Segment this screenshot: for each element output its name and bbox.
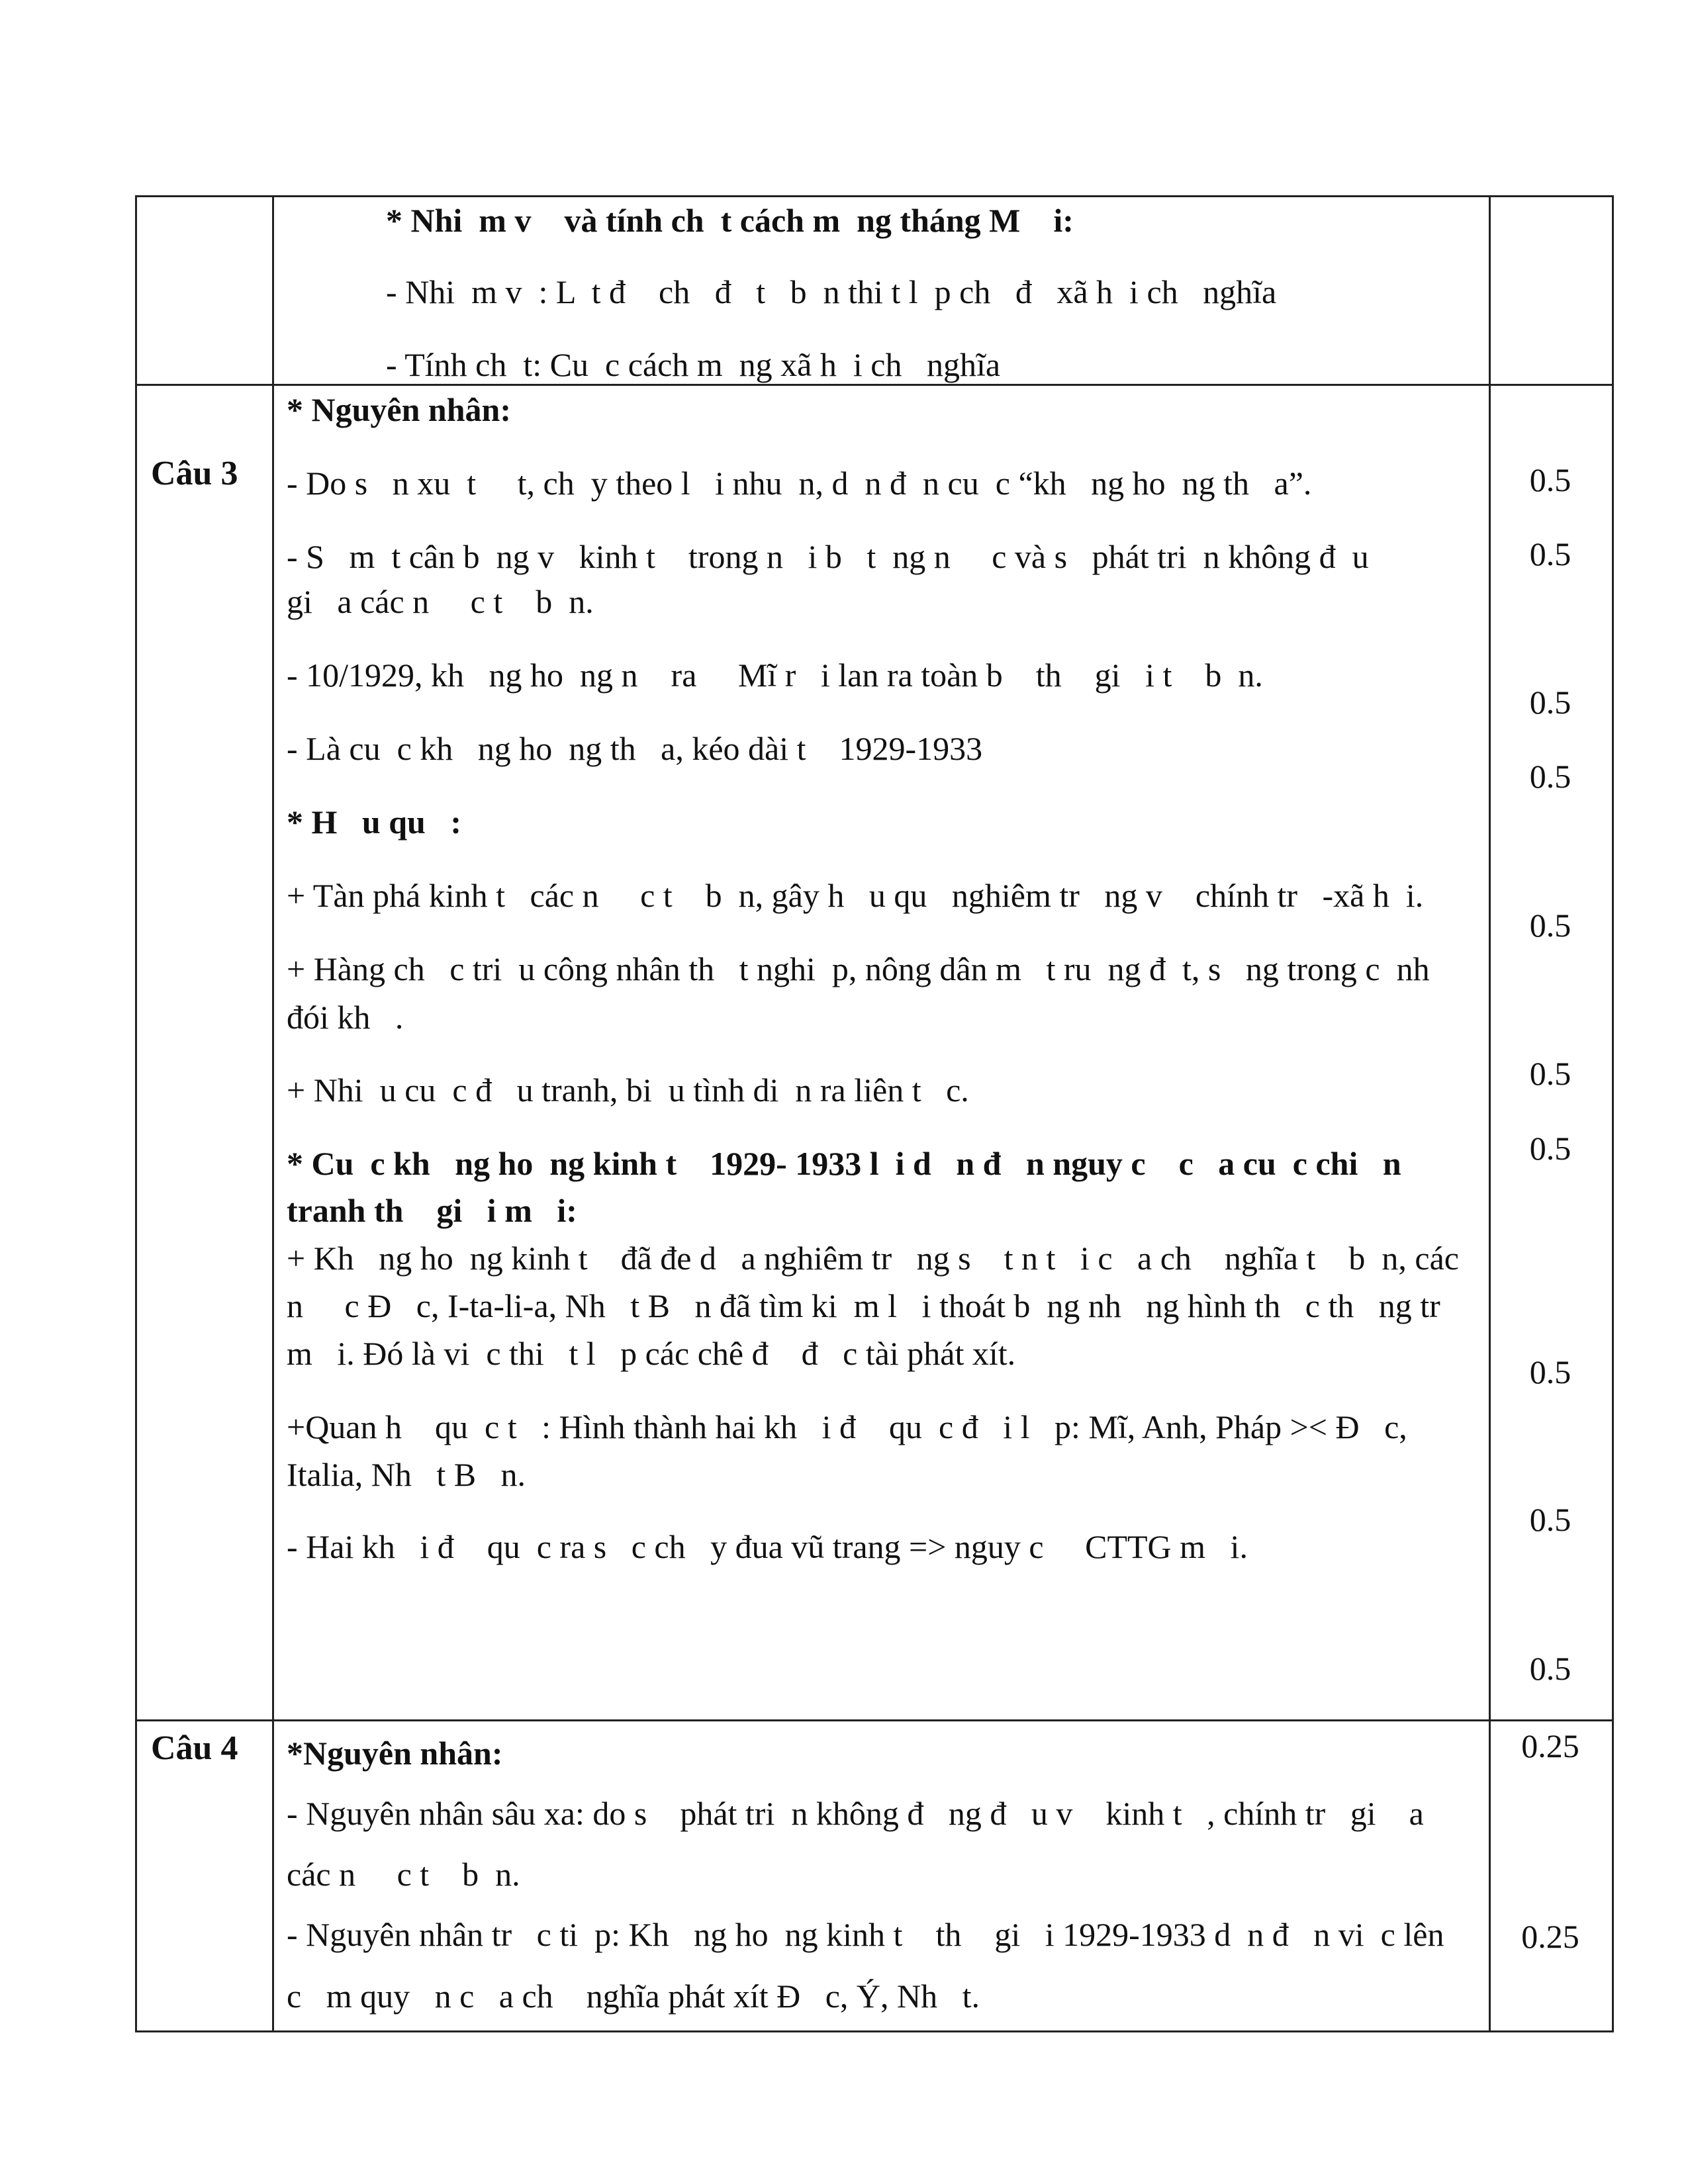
- section-heading: * H u qu :: [287, 803, 461, 841]
- score-value: 0.5: [1529, 758, 1571, 795]
- answer-line: - Tính ch t: Cu c cách m ng xã h i ch nghĩa: [386, 346, 1001, 383]
- answer-line: - Hai kh i đ qu c ra s c ch y đua vũ trang => nguy c CTTG m i.: [287, 1528, 1248, 1565]
- section-heading: * Nhi m v và tính ch t cách m ng tháng M i:: [386, 202, 1074, 239]
- answer-line: gi a các n c t b n.: [287, 583, 594, 620]
- answer-line: m i. Đó là vi c thi t l p các chê đ đ c tài phát xít.: [287, 1335, 1016, 1372]
- answer-line: +Quan h qu c t : Hình thành hai kh i đ qu c đ i l p: Mĩ, Anh, Pháp >< Đ c,: [287, 1408, 1407, 1445]
- answer-line: - Nguyên nhân sâu xa: do s phát tri n không đ ng đ u v kinh t , chính tr gi a: [287, 1795, 1424, 1832]
- answer-line: các n c t b n.: [287, 1856, 520, 1893]
- section-heading: tranh th gi i m i:: [287, 1192, 577, 1229]
- answer-line: - Là cu c kh ng ho ng th a, kéo dài t 1929-1933: [287, 730, 983, 767]
- section-heading: * Cu c kh ng ho ng kinh t 1929- 1933 l i d n đ n nguy c c a cu c chi n: [287, 1145, 1401, 1182]
- question-label-cau3: Câu 3: [151, 455, 238, 492]
- answer-line: n c Đ c, I-ta-li-a, Nh t B n đã tìm ki m l i thoát b ng nh ng hình th c th ng tr: [287, 1287, 1440, 1324]
- answer-line: Italia, Nh t B n.: [287, 1456, 526, 1493]
- answer-line: + Nhi u cu c đ u tranh, bi u tình di n ra liên t c.: [287, 1071, 969, 1109]
- section-heading: * Nguyên nhân:: [287, 391, 511, 428]
- answer-line: - Do s n xu t t, ch y theo l i nhu n, d n đ n cu c “kh ng ho ng th a”.: [287, 465, 1312, 502]
- score-value: 0.5: [1529, 535, 1571, 572]
- section-heading: *Nguyên nhân:: [287, 1735, 503, 1772]
- question-label-cau4: Câu 4: [151, 1729, 238, 1767]
- score-value: 0.5: [1529, 1501, 1571, 1538]
- score-value: 0.25: [1521, 1918, 1579, 1955]
- score-value: 0.5: [1529, 907, 1571, 944]
- score-value: 0.5: [1529, 461, 1571, 498]
- score-value: 0.25: [1521, 1727, 1579, 1764]
- answer-line: - Nguyên nhân tr c ti p: Kh ng ho ng kinh t th gi i 1929-1933 d n đ n vi c lên: [287, 1916, 1444, 1953]
- answer-line: c m quy n c a ch nghĩa phát xít Đ c, Ý, Nh t.: [287, 1978, 980, 2015]
- answer-line: - Nhi m v : L t đ ch đ t b n thi t l p ch đ xã h i ch nghĩa: [386, 273, 1277, 310]
- score-value: 0.5: [1529, 1130, 1571, 1167]
- row-divider-cau4: [135, 1719, 1614, 1721]
- table-border-left: [135, 196, 137, 2032]
- answer-line: + Hàng ch c tri u công nhân th t nghi p, nông dân m t ru ng đ t, s ng trong c nh: [287, 950, 1430, 987]
- answer-line: đói kh .: [287, 999, 404, 1036]
- table-column-divider-1: [272, 196, 274, 2032]
- score-value: 0.5: [1529, 1650, 1571, 1687]
- table-border-right: [1612, 196, 1614, 2032]
- answer-line: - 10/1929, kh ng ho ng n ra Mĩ r i lan ra toàn b th gi i t b n.: [287, 657, 1263, 694]
- answer-line: - S m t cân b ng v kinh t trong n i b t ng n c và s phát tri n không đ u: [287, 538, 1369, 575]
- answer-line: + Tàn phá kinh t các n c t b n, gây h u qu nghiêm tr ng v chính tr -xã h i.: [287, 877, 1424, 914]
- score-value: 0.5: [1529, 1055, 1571, 1092]
- score-value: 0.5: [1529, 1353, 1571, 1390]
- answer-line: + Kh ng ho ng kinh t đã đe d a nghiêm tr ng s t n t i c a ch nghĩa t b n, các: [287, 1240, 1459, 1277]
- table-border-bottom: [135, 2030, 1614, 2032]
- score-value: 0.5: [1529, 684, 1571, 721]
